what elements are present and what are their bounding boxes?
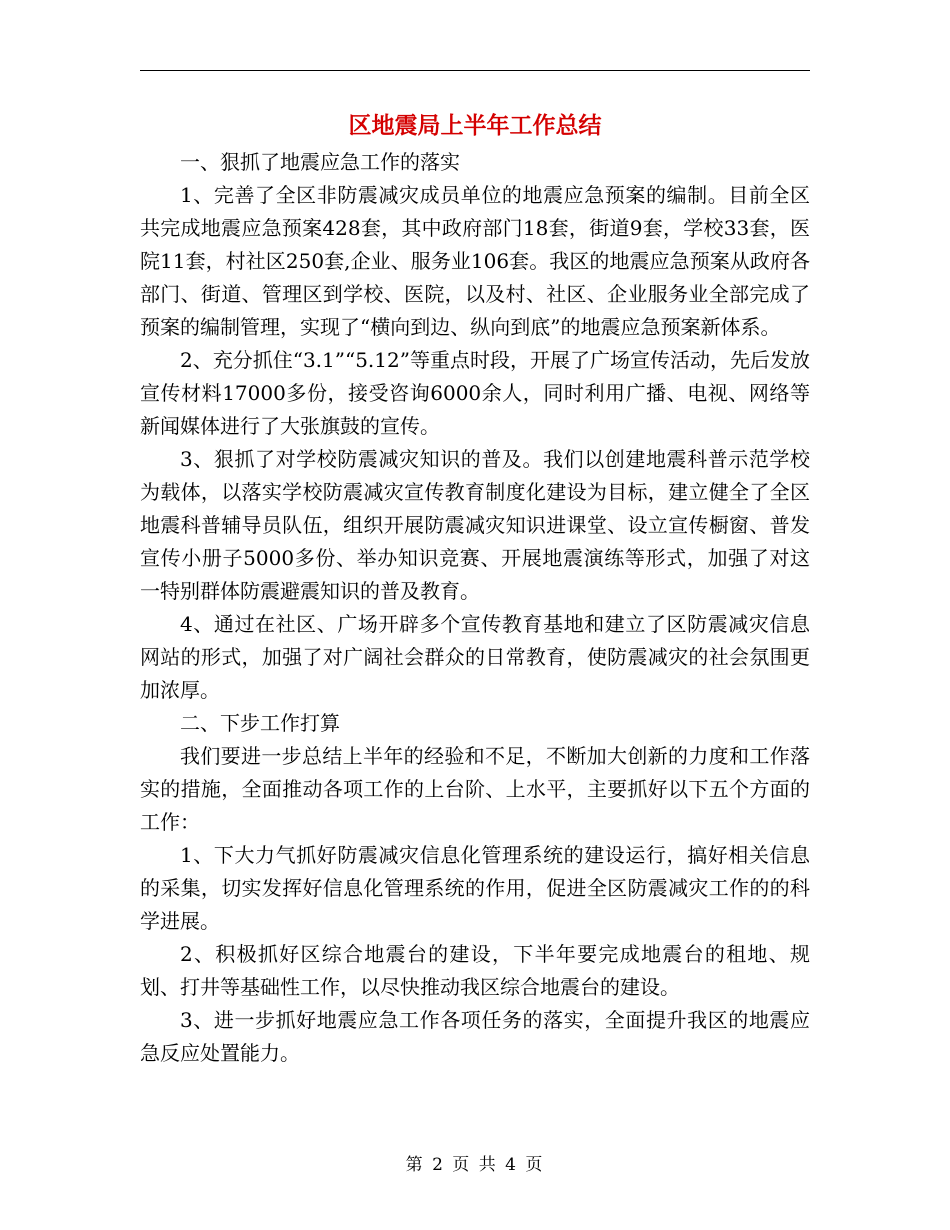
- paragraph-6: 1、下大力气抓好防震减灾信息化管理系统的建设运行，搞好相关信息的采集，切实发挥好信息化管理系统的作用，促进全区防震减灾工作的的科学进展。: [140, 843, 810, 933]
- paragraph-2: 2、充分抓住“3.1”“5.12”等重点时段，开展了广场宣传活动，先后发放宣传材料17000多份，接受咨询6000余人，同时利用广播、电视、网络等新闻媒体进行了大张旗鼓的宣传。: [140, 348, 810, 438]
- header-rule: [140, 70, 810, 71]
- paragraph-7: 2、积极抓好区综合地震台的建设，下半年要完成地震台的租地、规划、打井等基础性工作，以尽快推动我区综合地震台的建设。: [140, 942, 810, 999]
- paragraph-5: 我们要进一步总结上半年的经验和不足，不断加大创新的力度和工作落实的措施，全面推动各项工作的上台阶、上水平，主要抓好以下五个方面的工作：: [140, 744, 810, 834]
- paragraph-1: 1、完善了全区非防震减灾成员单位的地震应急预案的编制。目前全区共完成地震应急预案428套，其中政府部门18套，街道9套，学校33套，医院11套，村社区250套,企业、服务业106套。我区的地震应急预案从政府各部门、街道、管理区到学校、医院，以及村、社区、企业服务业全部完成了预案的编制管理，实现了“横向到边、纵向到底”的地震应急预案新体系。: [140, 183, 810, 339]
- section-heading-1: 一、狠抓了地震应急工作的落实: [180, 150, 460, 174]
- section-heading-2: 二、下步工作打算: [180, 711, 340, 735]
- paragraph-4: 4、通过在社区、广场开辟多个宣传教育基地和建立了区防震减灾信息网站的形式，加强了对广阔社会群众的日常教育，使防震减灾的社会氛围更加浓厚。: [140, 612, 810, 702]
- document-body: [140, 146, 810, 1070]
- paragraph-3: 3、狠抓了对学校防震减灾知识的普及。我们以创建地震科普示范学校为载体，以落实学校防震减灾宣传教育制度化建设为目标，建立健全了全区地震科普辅导员队伍，组织开展防震减灾知识进课堂、设立宣传橱窗、普发宣传小册子5000多份、举办知识竞赛、开展地震演练等形式，加强了对这一特别群体防震避震知识的普及教育。: [140, 447, 810, 603]
- page-footer: 第 2 页 共 4 页: [405, 1155, 545, 1175]
- document-title: 区地震局上半年工作总结: [348, 112, 602, 139]
- paragraph-8: 3、进一步抓好地震应急工作各项任务的落实，全面提升我区的地震应急反应处置能力。: [140, 1008, 810, 1065]
